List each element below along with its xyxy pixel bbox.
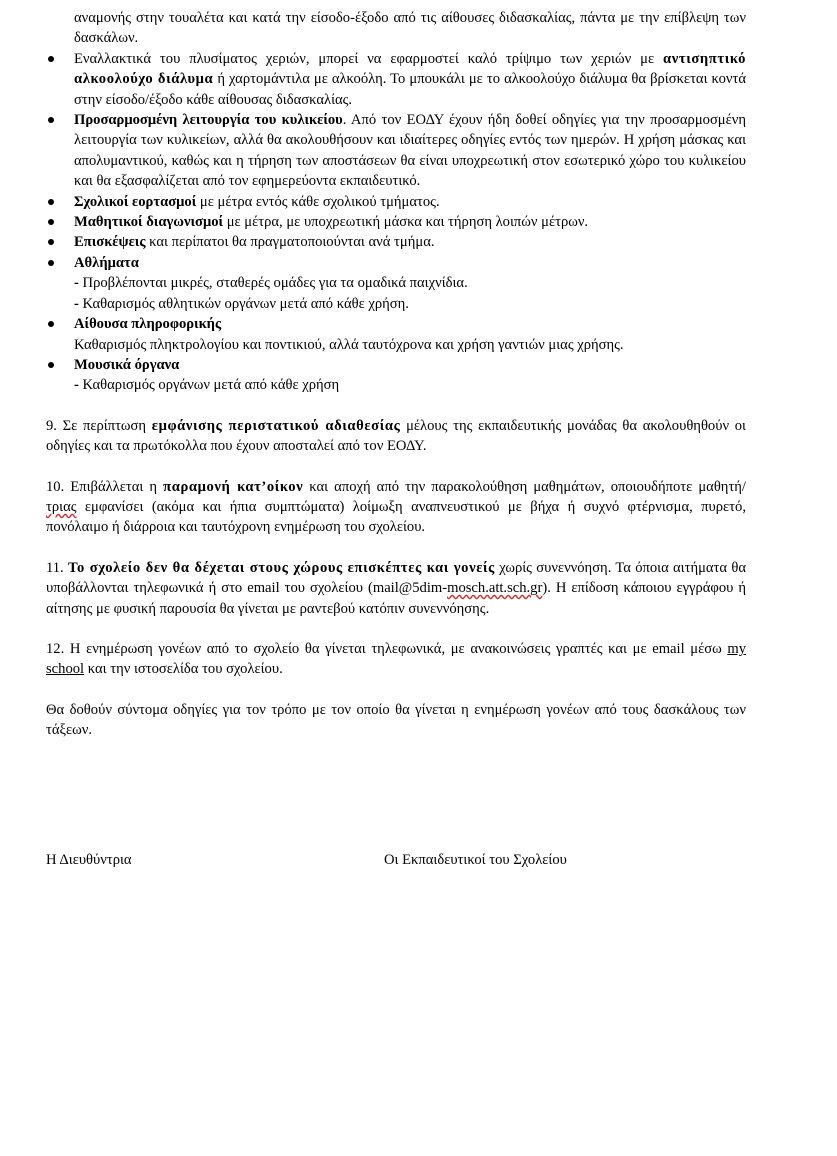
- paragraph-11: 11. Το σχολείο δεν θα δέχεται στους χώρους επισκέπτες και γονείς χωρίς συνεννόηση. Τα όποια αιτήματα θα υποβάλλονται τηλεφωνικά ή στο email του σχολείου (mail@5dim-mosch.att.sch.gr). Η επίδοση κάποιου εγγράφου ή αίτησης με φυσική παρουσία θα γίνεται με ραντεβού κατόπιν συνεννόησης.: [46, 559, 746, 617]
- sports-line-1: - Προβλέπονται μικρές, σταθερές ομάδες για τα ομαδικά παιχνίδια.: [74, 275, 468, 292]
- bullet-icon: [48, 260, 54, 266]
- list-item: Σχολικοί εορτασμοί με μέτρα εντός κάθε σχολικού τμήματος.: [46, 192, 746, 212]
- list-item: Εναλλακτικά του πλυσίματος χεριών, μπορεί να εφαρμοστεί καλό τρίψιμο των χεριών με αντισηπτικό αλκοολούχο διάλυμα ή χαρτομάντιλα με αλκοόλη. Το μπουκάλι με το αλκοολούχο διάλυμα θα βρίσκεται κοντά στην είσοδο/έξοδο κάθε αίθουσας διδασκαλίας.: [46, 49, 746, 110]
- paragraph-9: 9. Σε περίπτωση εμφάνισης περιστατικού αδιαθεσίας μέλους της εκπαιδευτικής μονάδας θα ακολουθηθούν οι οδηγίες και τα πρωτόκολλα που έχουν αποσταλεί από τον ΕΟΔΥ.: [46, 417, 746, 455]
- bullet-icon: [48, 56, 54, 62]
- list-item: Επισκέψεις και περίπατοι θα πραγματοποιούνται ανά τμήμα.: [46, 232, 746, 252]
- list-item: Μαθητικοί διαγωνισμοί με μέτρα, με υποχρεωτική μάσκα και τήρηση λοιπών μέτρων.: [46, 212, 746, 232]
- list-item-music: [46, 355, 746, 396]
- signature-principal: Η Διευθύντρια: [46, 852, 132, 868]
- document-page: [46, 8, 746, 741]
- computers-title: Αίθουσα πληροφορικής: [74, 316, 222, 333]
- bullet-icon: [48, 321, 54, 327]
- sports-line-2: - Καθαρισμός αθλητικών οργάνων μετά από κάθε χρήση.: [74, 295, 409, 312]
- bullet-icon: [48, 219, 54, 225]
- computers-line: Καθαρισμός πληκτρολογίου και ποντικιού, αλλά ταυτόχρονα και χρήση γαντιών μιας χρήσης.: [74, 336, 624, 353]
- list-item-sports: [46, 253, 746, 314]
- bullet-icon: [48, 199, 54, 205]
- bullet-icon: [48, 362, 54, 368]
- bullet-icon: [48, 117, 54, 123]
- list-item: Προσαρμοσμένη λειτουργία του κυλικείου. Από τον ΕΟΔΥ έχουν ήδη δοθεί οδηγίες για την προσαρμοσμένη λειτουργία των κυλικείων, αλλά θα ακολουθήσουν και ιδιαίτερες οδηγίες εντός των ημερών. Η χρήση μάσκας και απολυμαντικού, καθώς και η τήρηση των αποστάσεων θα είναι υποχρεωτική στον εσωτερικό χώρο του κυλικείου και θα εξασφαλίζεται από τον εφημερεύοντα εκπαιδευτικό.: [46, 110, 746, 192]
- myschool-link[interactable]: my school: [46, 640, 746, 678]
- music-line: - Καθαρισμός οργάνων μετά από κάθε χρήση: [74, 377, 340, 394]
- music-title: Μουσικά όργανα: [74, 356, 180, 373]
- closing-paragraph: Θα δοθούν σύντομα οδηγίες για τον τρόπο με τον οποίο θα γίνεται η ενημέρωση γονέων από τους δασκάλους των τάξεων.: [46, 701, 746, 739]
- bullet-icon: [48, 239, 54, 245]
- sports-title: Αθλήματα: [74, 254, 139, 271]
- bullet-list: [46, 49, 746, 396]
- list-item-computers: [46, 314, 746, 355]
- paragraph-10: 10. Επιβάλλεται η παραμονή κατ’οίκον και αποχή από την παρακολούθηση μαθημάτων, οποιουδήποτε μαθητή/τριας εμφανίσει (ακόμα και ήπια συμπτώματα) λοίμωξη αναπνευστικού με βήχα ή συχνό φτέρνισμα, πυρετό, πονόλαιμο ή διάρροια και ταυτόχρονη ενημέρωση του σχολείου.: [46, 478, 746, 536]
- school-email-domain: mosch.att.sch.gr: [447, 580, 543, 597]
- signature-teachers: Οι Εκπαιδευτικοί του Σχολείου: [384, 852, 567, 868]
- paragraph-12: 12. Η ενημέρωση γονέων από το σχολείο θα γίνεται τηλεφωνικά, με ανακοινώσεις γραπτές και με email μέσω my school και την ιστοσελίδα του σχολείου.: [46, 640, 746, 678]
- continuation-text: αναμονής στην τουαλέτα και κατά την είσοδο-έξοδο από τις αίθουσες διδασκαλίας, πάντα με την επίβλεψη των δασκάλων.: [74, 10, 746, 47]
